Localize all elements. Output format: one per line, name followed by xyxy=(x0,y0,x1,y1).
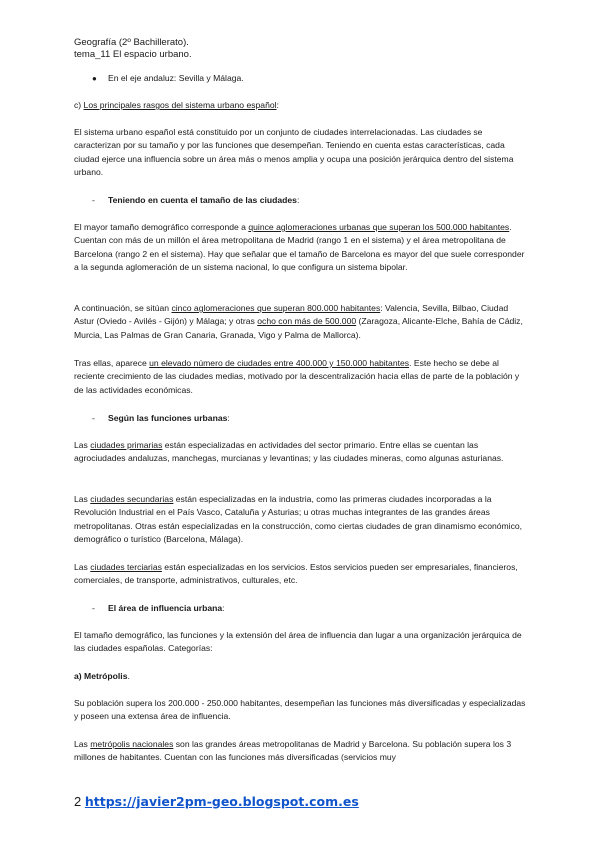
paragraph-area: El tamaño demográfico, las funciones y la extensión del área de influencia dan lugar a una organización jerárquica de las ciudades españolas. Categorías: xyxy=(74,630,522,654)
text-run: . Este hecho se debe al reciente crecimiento de las ciudades medias, motivado por la descentralización hacia ellas de parte de la población y de las actividades económicas. xyxy=(74,358,520,395)
text-run: Las xyxy=(74,562,91,572)
heading-funciones: Según las funciones urbanas: xyxy=(108,413,230,423)
page-header xyxy=(74,37,192,61)
paragraph-terciarias xyxy=(74,561,527,588)
text-run: Las xyxy=(74,739,91,749)
header-line-2: tema_11 El espacio urbano. xyxy=(74,49,192,60)
heading-metropolis-suffix: . xyxy=(127,671,130,681)
text-run: están especializadas en los servicios. Estos servicios pueden ser empresariales, financieros, comerciales, de transporte, administrativos, culturales, etc. xyxy=(74,562,518,586)
underlined-run: cinco aglomeraciones que superan 800.000 habitantes xyxy=(171,303,381,313)
text-run: Las xyxy=(74,494,91,504)
paragraph-nacionales xyxy=(74,738,527,765)
underlined-run: metrópolis nacionales xyxy=(90,739,174,749)
heading-area: El área de influencia urbana: xyxy=(108,603,225,613)
dash-marker: - xyxy=(92,413,95,423)
text-run: El mayor tamaño demográfico corresponde a xyxy=(74,222,249,232)
section-c-suffix: : xyxy=(276,100,279,110)
text-run: . Cuentan con más de un millón el área metropolitana de Madrid (rango 1 en el sistema) y el área metropolitana de Barcelona (rango 2 en el sistema). Hay que señalar que el tamaño de Barcelona es mayor del que suele corresponder a la segunda aglomeración de un sistema nacional, lo que configura un sistema bipolar. xyxy=(74,222,525,273)
paragraph-tamano-3 xyxy=(74,357,527,397)
paragraph-primarias xyxy=(74,439,527,466)
page-footer xyxy=(74,794,359,810)
paragraph-intro: El sistema urbano español está constituido por un conjunto de ciudades interrelacionadas. Las ciudades se caracterizan por su tamaño y por las funciones que desempeñan. Teniendo en cuenta estas características, cada ciudad ejerce una influencia sobre un área más o menos amplia y ocupa una posición jerárquica dentro del sistema urbano. xyxy=(74,127,514,178)
underlined-run: quince aglomeraciones urbanas que superan los 500.000 habitantes xyxy=(248,222,510,232)
text-run: A continuación, se sitúan xyxy=(74,303,172,313)
underlined-run: ciudades terciarias xyxy=(90,562,162,572)
paragraph-secundarias xyxy=(74,493,527,547)
text-run: son las grandes áreas metropolitanas de Madrid y Barcelona. Su población supera los 3 millones de habitantes. Cuentan con las funciones más diversificadas (servicios muy xyxy=(74,739,512,763)
paragraph-tamano-1 xyxy=(74,221,527,275)
section-c-prefix: c) xyxy=(74,100,84,110)
heading-funciones-text: Según las funciones urbanas xyxy=(108,413,228,423)
bullet-andaluz: En el eje andaluz: Sevilla y Málaga. xyxy=(108,73,244,83)
heading-tamano-text: Teniendo en cuenta el tamaño de las ciudades xyxy=(108,195,297,205)
text-run: están especializadas en la industria, como las primeras ciudades incorporadas a la Revolución Industrial en el País Vasco, Cataluña y Asturias; u otras muchas integrantes de las grandes áreas metropolitanas. Otras están especializadas en la construcción, como ciertas ciudades de gran dinamismo económico, demográfico o turístico (Barcelona, Málaga). xyxy=(74,494,523,545)
underlined-run: ciudades secundarias xyxy=(90,494,174,504)
text-run: Tras ellas, aparece xyxy=(74,358,150,368)
underlined-run: ocho con más de 500.000 xyxy=(257,316,357,327)
underlined-run: un elevado número de ciudades entre 400.000 y 150.000 habitantes xyxy=(149,358,410,368)
text-run: : Valencia, Sevilla, Bilbao, Ciudad Astur (Oviedo - Avilés - Gijón) y Málaga; y otras xyxy=(74,303,509,327)
heading-tamano: Teniendo en cuenta el tamaño de las ciudades: xyxy=(108,195,300,205)
section-c-title: Los principales rasgos del sistema urbano español xyxy=(83,100,277,110)
page-number: 2 xyxy=(74,794,82,809)
dash-marker: - xyxy=(92,603,95,613)
paragraph-metropolis: Su población supera los 200.000 - 250.000 habitantes, desempeñan las funciones más diversificadas y especializadas y poseen una extensa área de influencia. xyxy=(74,698,526,722)
text-run: Las xyxy=(74,440,91,450)
paragraph-tamano-2 xyxy=(74,302,527,342)
heading-area-text: El área de influencia urbana xyxy=(108,603,223,613)
heading-metropolis xyxy=(74,670,527,683)
bullet-dot: ● xyxy=(92,74,97,83)
heading-metropolis-text: a) Metrópolis xyxy=(74,671,128,681)
underlined-run: ciudades primarias xyxy=(90,440,163,450)
dash-marker: - xyxy=(92,195,95,205)
text-run: están especializadas en actividades del sector primario. Entre ellas se cuentan las agrociudades andaluzas, manchegas, murcianas y levantinas; y las ciudades mineras, como algunas asturianas. xyxy=(74,440,504,464)
text-run: (Zaragoza, Alicante-Elche, Bahía de Cádiz, Murcia, Las Palmas de Gran Canaria, Granada, Vigo y Palma de Mallorca). xyxy=(74,316,523,340)
blog-link[interactable]: https://javier2pm-geo.blogspot.com.es xyxy=(84,794,359,809)
header-line-1: Geografía (2º Bachillerato). xyxy=(74,37,189,48)
section-c-heading xyxy=(74,99,527,112)
